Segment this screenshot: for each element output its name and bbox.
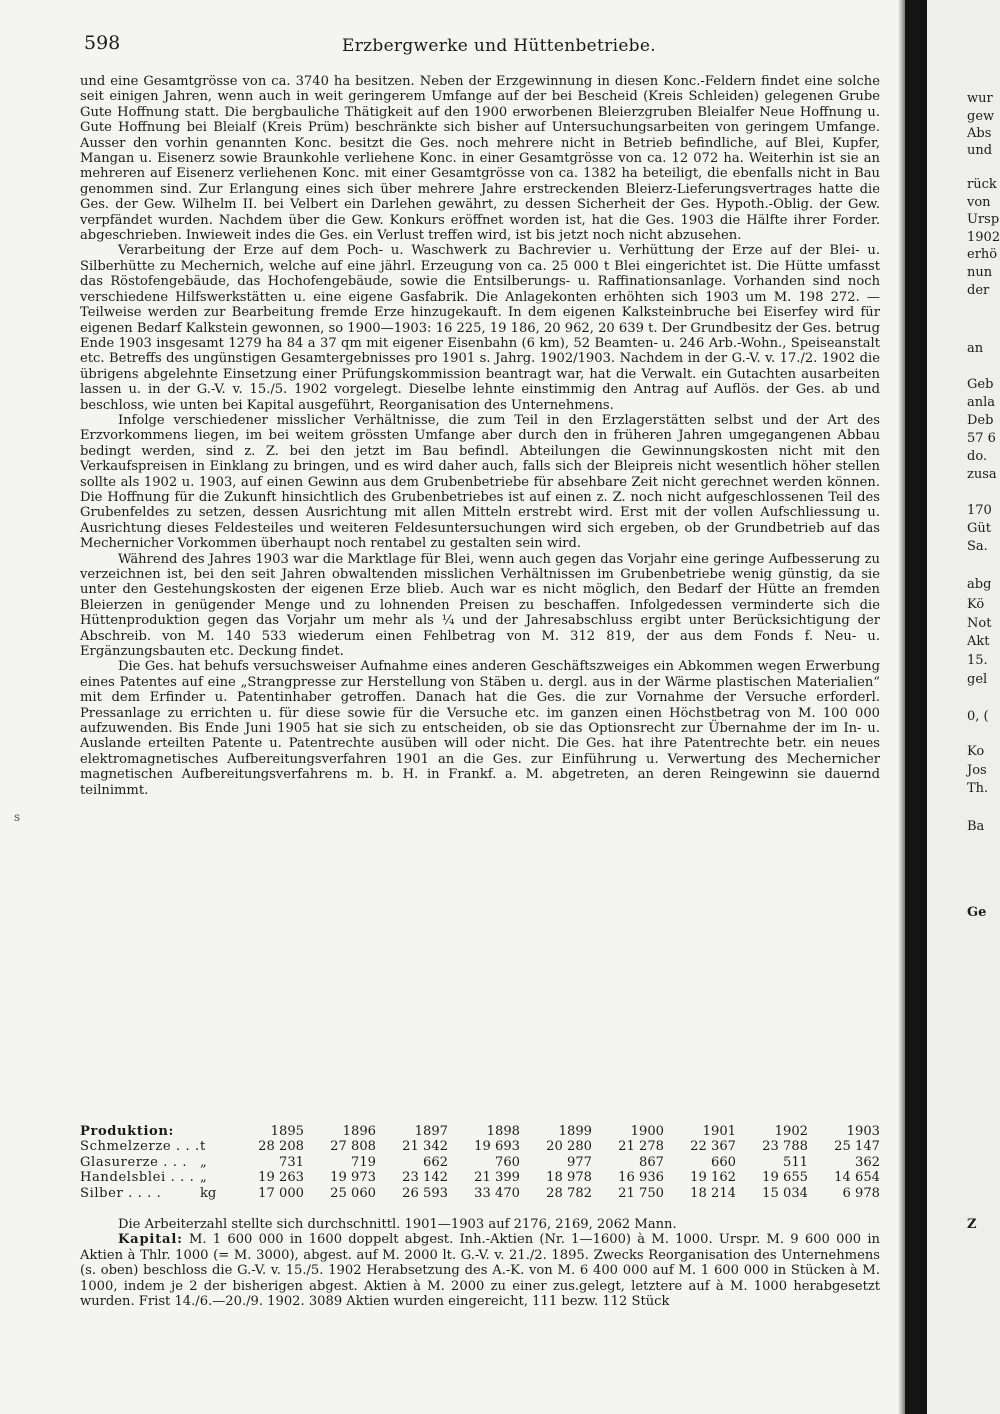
fragment: erhö (967, 247, 998, 262)
running-title: Erzbergwerke und Hüttenbetriebe. (342, 36, 656, 56)
row-label: Silber . . . . (80, 1185, 162, 1201)
production-table-section (80, 1124, 880, 1201)
fragment: von (967, 195, 991, 210)
fragment: 170 (967, 503, 992, 518)
year-cell: 1895 (270, 1124, 304, 1139)
value-cell: 25 147 (834, 1139, 880, 1155)
fragment: Akt (967, 634, 990, 649)
row-label: Glasurerze . . . (80, 1154, 188, 1170)
capital-text: M. 1 600 000 in 1600 doppelt abgest. Inh.-Aktien (Nr. 1—1600) à M. 1000. Urspr. M. 9 600 000 in Aktien à Thlr. 1000 (= M. 3000), abgest. auf M. 2000 lt. G.-V. v. 21./2. 1895. Zwecks Reorganisation des Unternehmens (s. oben) beschloss die G.-V. v. 15./5. 1902 Herabsetzung des A.-K. von M. 6 400 000 auf M. 1 600 000 in Stücken à M. 1000, indem je 2 der bisherigen abgest. Aktien à M. 2000 zu einer zus.gelegt, letztere auf à M. 1000 herabgesetzt wurden. Frist 14./6.—20./9. 1902. 3089 Aktien wurden eingereicht, 111 bezw. 112 Stück (80, 1232, 880, 1310)
value-cell: 511 (783, 1154, 808, 1170)
fragment: Not (967, 616, 992, 631)
row-unit: „ (200, 1170, 207, 1186)
fragment: der (967, 283, 990, 298)
value-cell: 16 936 (618, 1170, 664, 1186)
value-cell: 18 214 (690, 1185, 736, 1201)
capital-heading: Kapital: (118, 1232, 183, 1248)
fragment: abg (967, 577, 992, 592)
fragment: Sa. (967, 539, 988, 554)
fragment: 15. (967, 653, 988, 668)
table-row (80, 1170, 880, 1185)
fragment: zusa (967, 467, 997, 482)
page-gutter (905, 0, 927, 1414)
fragment: wur (967, 91, 993, 106)
value-cell: 21 750 (618, 1185, 664, 1201)
value-cell: 15 034 (762, 1185, 808, 1201)
table-row (80, 1139, 880, 1154)
fragment: nun (967, 265, 993, 280)
fragment: Abs (967, 126, 992, 141)
value-cell: 21 399 (474, 1170, 520, 1186)
table-header-row (80, 1124, 880, 1139)
fragment: Z (967, 1217, 977, 1232)
fragment: 1902 (967, 230, 1000, 245)
row-unit: t (200, 1139, 206, 1155)
year-cell: 1897 (414, 1124, 448, 1139)
value-cell: 19 263 (258, 1170, 304, 1186)
year-cell: 1896 (342, 1124, 376, 1139)
value-cell: 21 342 (402, 1139, 448, 1155)
fragment: Ursp (967, 212, 1000, 227)
value-cell: 14 654 (834, 1170, 880, 1186)
value-cell: 21 278 (618, 1139, 664, 1155)
value-cell: 26 593 (402, 1185, 448, 1201)
value-cell: 867 (639, 1154, 664, 1170)
row-label: Schmelzerze . . . (80, 1139, 200, 1155)
value-cell: 27 808 (330, 1139, 376, 1155)
fragment: Ko (967, 744, 985, 759)
value-cell: 17 000 (258, 1185, 304, 1201)
fragment: anla (967, 395, 996, 410)
margin-mark: s (14, 810, 21, 824)
value-cell: 662 (423, 1154, 448, 1170)
body-text (80, 74, 880, 798)
fragment: rück (967, 177, 997, 192)
fragment: Geb (967, 377, 994, 392)
production-heading: Produktion: (80, 1124, 174, 1139)
value-cell: 19 973 (330, 1170, 376, 1186)
page-number: 598 (84, 32, 121, 54)
fragment: Kö (967, 597, 985, 612)
value-cell: 19 655 (762, 1170, 808, 1186)
fragment: und (967, 143, 993, 158)
fragment: 0, ( (967, 709, 989, 724)
value-cell: 19 693 (474, 1139, 520, 1155)
value-cell: 719 (351, 1154, 376, 1170)
row-unit: kg (200, 1185, 217, 1201)
value-cell: 28 208 (258, 1139, 304, 1155)
value-cell: 660 (711, 1154, 736, 1170)
year-cell: 1899 (558, 1124, 592, 1139)
fragment: an (967, 341, 984, 356)
year-cell: 1901 (702, 1124, 736, 1139)
value-cell: 25 060 (330, 1185, 376, 1201)
year-cell: 1903 (846, 1124, 880, 1139)
value-cell: 760 (495, 1154, 520, 1170)
fragment: Jos (967, 763, 987, 778)
fragment: Deb (967, 413, 994, 428)
fragment: 57 6 (967, 431, 996, 446)
fragment: Ba (967, 819, 985, 834)
fragment: Ge (967, 905, 987, 920)
value-cell: 18 978 (546, 1170, 592, 1186)
paragraph: Die Ges. hat behufs versuchsweiser Aufnahme eines anderen Geschäftszweiges ein Abkommen wegen Erwerbung eines Patentes auf eine „Strangpresse zur Herstellung von Stäben u. dergl. aus in der Wärme plastischen Materialien“ mit dem Erfinder u. Patentinhaber getroffen. Danach hat die Ges. die zur Vornahme der Versuche erforderl. Pressanlage zu errichten u. für diese sowie für die Versuche etc. im ganzen einen Höchstbetrag von M. 100 000 aufzuwenden. Bis Ende Juni 1905 hat sie sich zu entscheiden, ob sie das Optionsrecht zur Übernahme der im In- u. Auslande erteilten Patente u. Patentrechte ausüben will oder nicht. Die Ges. hat ihre Patentrechte betr. ein neues elektromagnetisches Aufbereitungsverfahren 1901 an die Ges. zur Einführung u. Verwertung des Mechernicher magnetischen Aufbereitungsverfahrens m. b. H. in Frankf. a. M. abgetreten, an deren Reingewinn sie dauernd teilnimmt. (80, 659, 880, 798)
value-cell: 977 (567, 1154, 592, 1170)
facing-page-edge (927, 0, 1000, 1414)
table-row (80, 1186, 880, 1201)
paragraph: und eine Gesamtgrösse von ca. 3740 ha besitzen. Neben der Erzgewinnung in diesen Konc.-Feldern findet eine solche seit einigen Jahren, wenn auch in weit geringerem Umfange auf der bei Bescheid (Kreis Schleiden) gelegenen Grube Gute Hoffnung statt. Die bergbauliche Thätigkeit auf den 1900 erworbenen Bleierzgruben Bleialfer Neue Hoffnung u. Gute Hoffnung bei Bleialf (Kreis Prüm) beschränkte sich bisher auf Untersuchungsarbeiten von geringem Umfange. Ausser den vorhin genannten Konc. besitzt die Ges. noch mehrere nicht in Betrieb befindliche, auf Blei, Kupfer, Mangan u. Eisenerz sowie Braunkohle verliehene Konc. in einer Gesamtgrösse von ca. 12 072 ha. Weiterhin ist sie an mehreren auf Eisenerz verliehenen Konc. mit einer Gesamtgrösse von ca. 1382 ha beteiligt, die ebenfalls nicht in Bau genommen sind. Zur Erlangung eines sich über mehrere Jahre erstreckenden Bleierz-Lieferungsvertrages hatte die Ges. der Gew. Wilhelm II. bei Velbert ein Darlehen gewährt, zu dessen Sicherheit der Ges. Hypoth.-Oblig. der Gew. verpfändet wurden. Nachdem über die Gew. Konkurs eröffnet worden ist, hat die Ges. 1903 die Hälfte ihrer Forder. abgeschrieben. Inwieweit indes die Ges. ein Verlust treffen wird, ist bis jetzt noch nicht abzusehen. (80, 74, 880, 244)
year-cell: 1898 (486, 1124, 520, 1139)
tail-text (80, 1217, 880, 1309)
value-cell: 20 280 (546, 1139, 592, 1155)
fragment: gew (967, 109, 995, 124)
fragment: Güt (967, 521, 991, 536)
fragment: gel (967, 672, 988, 687)
value-cell: 23 788 (762, 1139, 808, 1155)
fragment: do. (967, 449, 988, 464)
paragraph: Verarbeitung der Erze auf dem Poch- u. Waschwerk zu Bachrevier u. Verhüttung der Erze auf der Blei- u. Silberhütte zu Mechernich, welche auf eine jährl. Erzeugung von ca. 25 000 t Blei eingerichtet ist. Die Hütte umfasst das Röstofengebäude, das Hochofengebäude, sowie die Entsilberungs- u. Raffinationsanlage. Vorhanden sind noch verschiedene Hilfswerkstätten u. eine eigene Gasfabrik. Die Anlagekonten erhöhten sich 1903 um M. 198 272. — Teilweise werden zur Bearbeitung fremde Erze hinzugekauft. In dem eigenen Kalksteinbruche bei Eiserfey wird für eigenen Bedarf Kalkstein gewonnen, so 1900—1903: 16 225, 19 186, 20 962, 20 639 t. Der Grundbesitz der Ges. betrug Ende 1903 insgesamt 1279 ha 84 a 37 qm mit eigener Eisenbahn (6 km), 52 Beamten- u. 246 Arb.-Wohn., Speiseanstalt etc. Betreffs des ungünstigen Gesamtergebnisses pro 1901 s. Jahrg. 1902/1903. Nachdem in der G.-V. v. 17./2. 1902 die übrigens abgelehnte Einsetzung einer Prüfungskommission beantragt war, hat die Verwalt. ein Gutachten ausarbeiten lassen u. in der G.-V. v. 15./5. 1902 vorgelegt. Dieselbe lehnte einstimmig den Antrag auf Auflös. der Ges. ab und beschloss, wie unten bei Kapital ausgeführt, Reorganisation des Unternehmens. (80, 243, 880, 413)
value-cell: 33 470 (474, 1185, 520, 1201)
paragraph: Während des Jahres 1903 war die Marktlage für Blei, wenn auch gegen das Vorjahr eine geringe Aufbesserung zu verzeichnen ist, bei den seit Jahren obwaltenden misslichen Verhältnissen im Grubenbetriebe wenig günstig, da sie unter den Gestehungskosten der eigenen Erze blieb. Auch war es nicht möglich, den Bedarf der Hütte an fremden Bleierzen in genügender Menge und zu lohnenden Preisen zu beschaffen. Infolgedessen verminderte sich die Hüttenproduktion gegen das Vorjahr um mehr als ¼ und der Jahresabschluss ergibt unter Berücksichtigung der Abschreib. von M. 140 533 wiederum einen Fehlbetrag von M. 312 819, der aus dem Fonds f. Neu- u. Ergänzungsbauten etc. Deckung findet. (80, 551, 880, 660)
value-cell: 362 (855, 1154, 880, 1170)
value-cell: 22 367 (690, 1139, 736, 1155)
row-label: Handelsblei . . . (80, 1170, 195, 1186)
production-table (80, 1124, 880, 1201)
paragraph: Infolge verschiedener misslicher Verhältnisse, die zum Teil in den Erzlagerstätten selbst und der Art des Erzvorkommens liegen, im bei weitem grössten Umfange aber durch den in früheren Jahren umgegangenen Abbau bedingt werden, sind z. Z. bei den jetzt im Bau befindl. Abteilungen die Gewinnungskosten nicht mit den Verkaufspreisen in Einklang zu bringen, und es wird daher auch, falls sich der Bleipreis nicht wesentlich höher stellen sollte als 1902 u. 1903, auf einen Gewinn aus dem Grubenbetriebe für absehbare Zeit nicht gerechnet werden können. Die Hoffnung für die Zukunft hinsichtlich des Grubenbetriebes ist auf einen z. Z. noch nicht aufgeschlossenen Teil des Grubenfeldes zu setzen, dessen Ausrichtung mit allen Mitteln erstrebt wird. Erst mit der vollen Aufschliessung u. Ausrichtung dieses Feldesteiles und weiteren Feldesuntersuchungen wird sich ergeben, ob der Grundbetrieb auf das Mechernicher Vorkommen überhaupt noch rentabel zu gestalten sein wird. (80, 412, 880, 552)
value-cell: 6 978 (842, 1185, 880, 1201)
value-cell: 28 782 (546, 1185, 592, 1201)
row-unit: „ (200, 1154, 207, 1170)
capital-paragraph (80, 1232, 880, 1309)
year-cell: 1900 (630, 1124, 664, 1139)
fragment: Th. (967, 781, 989, 796)
value-cell: 731 (279, 1154, 304, 1170)
value-cell: 23 142 (402, 1170, 448, 1186)
table-row (80, 1155, 880, 1170)
year-cell: 1902 (774, 1124, 808, 1139)
value-cell: 19 162 (690, 1170, 736, 1186)
workers-note: Die Arbeiterzahl stellte sich durchschnittl. 1901—1903 auf 2176, 2169, 2062 Mann. (118, 1217, 677, 1232)
